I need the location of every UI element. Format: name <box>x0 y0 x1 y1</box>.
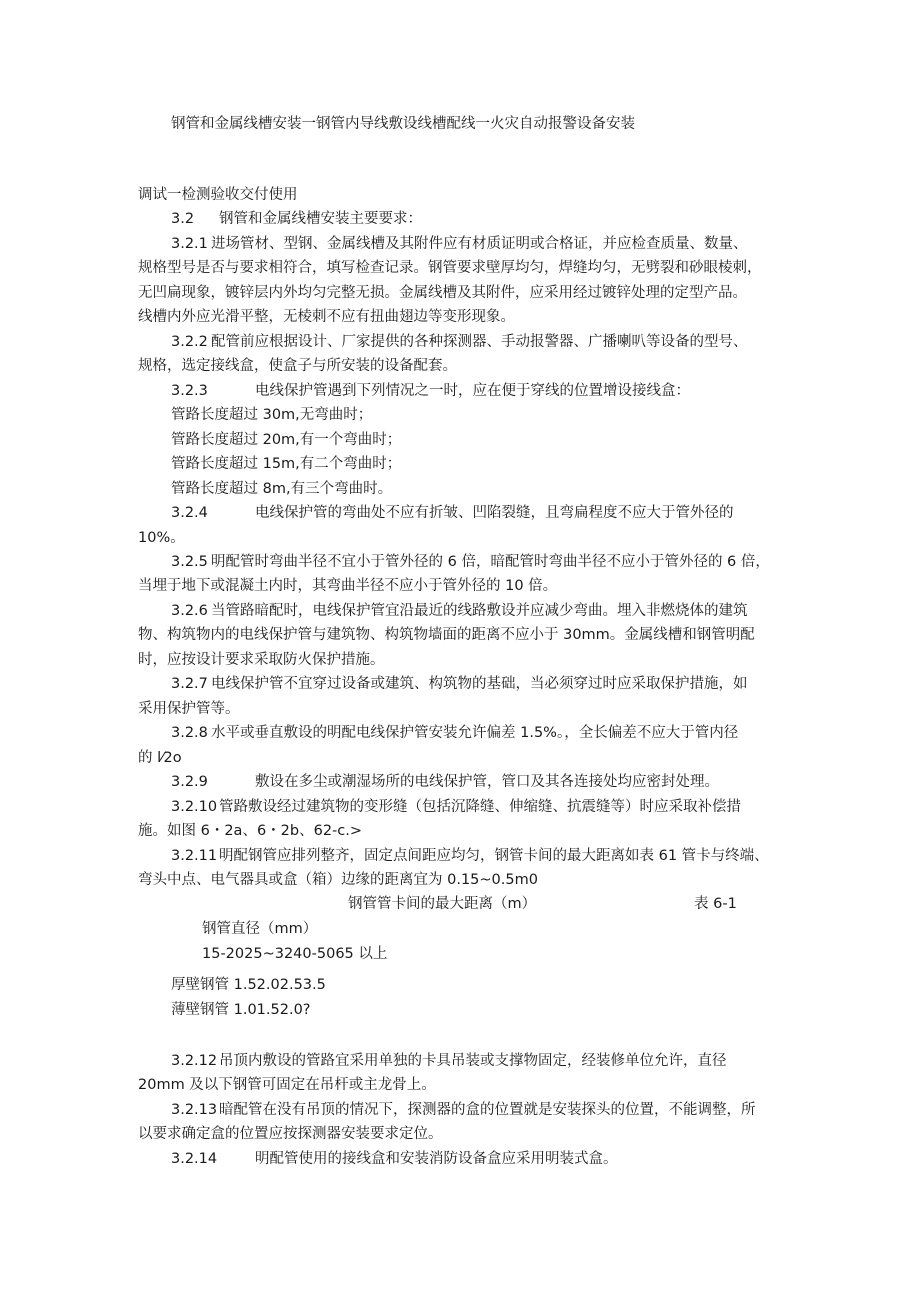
para-3-2-4-line <box>171 504 821 522</box>
para-text: 配管前应根据设计、厂家提供的各种探测器、手动报警器、广播喇叭等设备的型号、 <box>211 334 748 350</box>
para-3-2-7-line: 采用保护管等。 <box>138 701 240 717</box>
para-number: 3.2.6 <box>171 603 208 619</box>
para-3-2-8-line: 的 l⁄2o <box>138 750 182 766</box>
para-number: 3.2.9 <box>171 774 208 790</box>
para-number: 3.2.2 <box>171 334 208 350</box>
para-number: 3.2.4 <box>171 505 208 521</box>
para-number: 3.2.5 <box>171 554 208 570</box>
para-3-2-9-line <box>171 773 821 791</box>
doc-title-continued: 调试一检测验收交付使用 <box>138 187 298 203</box>
para-number: 3.2.13 <box>171 1102 218 1118</box>
para-3-2-10-line <box>171 798 821 816</box>
para-number: 3.2.10 <box>171 799 218 815</box>
para-number: 3.2.1 <box>171 236 208 252</box>
para-3-2-1-line: 线槽内外应光滑平整，无棱刺不应有扭曲翅边等变形现象。 <box>138 309 515 325</box>
table-header: 钢管直径（mm） <box>202 921 318 937</box>
section-number: 3.2 <box>171 211 195 227</box>
table-row: 薄壁钢管 1.01.52.0? <box>171 1002 311 1018</box>
para-3-2-4-line: 10%。 <box>138 530 185 546</box>
doc-title: 钢管和金属线槽安装一钢管内导线敷设线槽配线一火灾自动报警设备安装 <box>171 116 635 132</box>
para-number: 3.2.14 <box>171 1151 218 1167</box>
para-text: 当管路暗配时，电线保护管宜沿最近的线路敷设并应减少弯曲。埋入非燃烧体的建筑 <box>211 603 748 619</box>
list-item: 管路长度超过 8m,有三个弯曲时。 <box>171 481 393 497</box>
para-3-2-2-line <box>171 333 821 351</box>
para-3-2-1-line <box>171 235 821 253</box>
para-3-2-5-line: 当埋于地下或混凝土内时，其弯曲半径不应小于管外径的 10 倍。 <box>138 578 558 594</box>
para-3-2-6-line: 物、构筑物内的电线保护管与建筑物、构筑物墙面的距离不应小于 30mm。金属线槽和钢管明配 <box>138 627 755 643</box>
list-item: 管路长度超过 20m,有一个弯曲时； <box>171 432 402 448</box>
para-text: 暗配管在没有吊顶的情况下，探测器的盒的位置就是安装探头的位置，不能调整，所 <box>219 1102 756 1118</box>
table-ranges: 15-2025~3240-5065 以上 <box>202 946 388 962</box>
para-3-2-12-line <box>171 1052 821 1070</box>
para-3-2-1-line: 规格型号是否与要求相符合，填写检查记录。钢管要求壁厚均匀，焊缝均匀，无劈裂和砂眼棱刺， <box>138 260 762 276</box>
para-3-2-6-line: 时，应按设计要求采取防火保护措施。 <box>138 652 385 668</box>
para-3-2-11-line <box>171 847 821 865</box>
para-3-2-1-line: 无凹扁现象，镀锌层内外均匀完整无损。金属线槽及其附件，应采用经过镀锌处理的定型产品。 <box>138 285 747 301</box>
list-item: 管路长度超过 30m,无弯曲时； <box>171 407 373 423</box>
para-number: 3.2.7 <box>171 676 208 692</box>
para-3-2-5-line <box>171 553 821 571</box>
para-3-2-3-line <box>171 382 821 400</box>
para-text: 敷设在多尘或潮湿场所的电线保护管，管口及其各连接处均应密封处理。 <box>255 774 719 790</box>
para-text: 水平或垂直敷设的明配电线保护管安装允许偏差 1.5%。，全长偏差不应大于管内径 <box>211 725 739 741</box>
para-number: 3.2.8 <box>171 725 208 741</box>
section-3-2 <box>171 210 821 228</box>
section-heading: 钢管和金属线槽安装主要要求： <box>219 211 422 227</box>
para-number: 3.2.12 <box>171 1053 218 1069</box>
para-3-2-8-line <box>171 724 821 742</box>
para-text: 明配管使用的接线盒和安装消防设备盒应采用明装式盒。 <box>255 1151 618 1167</box>
para-3-2-11-line: 弯头中点、电气器具或盒（箱）边缘的距离宜为 0.15~0.5m0 <box>138 872 538 888</box>
table-label: 表 6-1 <box>694 896 737 912</box>
para-text: 吊顶内敷设的管路宜采用单独的卡具吊装或支撑物固定，经装修单位允许，直径 <box>219 1053 727 1069</box>
para-text: 进场管材、型钢、金属线槽及其附件应有材质证明或合格证，并应检查质量、数量、 <box>211 236 748 252</box>
para-text: 电线保护管不宜穿过设备或建筑、构筑物的基础，当必须穿过时应采取保护措施，如 <box>211 676 748 692</box>
para-text: 电线保护管的弯曲处不应有折皱、凹陷裂缝，且弯扁程度不应大于管外径的 <box>255 505 734 521</box>
table-caption: 钢管管卡间的最大距离（m） <box>348 896 537 912</box>
para-3-2-7-line <box>171 675 821 693</box>
para-text: 明配钢管应排列整齐，固定点间距应均匀，钢管卡间的最大距离如表 61 管卡与终端、 <box>219 848 769 864</box>
para-3-2-6-line <box>171 602 821 620</box>
para-3-2-13-line <box>171 1101 821 1119</box>
list-item: 管路长度超过 15m,有二个弯曲时； <box>171 456 402 472</box>
para-3-2-13-line: 以要求确定盒的位置应按探测器安装要求定位。 <box>138 1126 443 1142</box>
table-row: 厚壁钢管 1.52.02.53.5 <box>171 977 326 993</box>
para-text: 明配管时弯曲半径不宜小于管外径的 6 倍，暗配管时弯曲半径不应小于管外径的 6 倍， <box>211 554 770 570</box>
para-3-2-2-line: 规格，选定接线盒，使盒子与所安装的设备配套。 <box>138 358 457 374</box>
para-number: 3.2.3 <box>171 383 208 399</box>
para-3-2-10-line: 施。如图 6・2a、6・2b、62-c.> <box>138 823 363 839</box>
para-text: 管路敷设经过建筑物的变形缝（包括沉降缝、伸缩缝、抗震缝等）时应采取补偿措 <box>219 799 741 815</box>
para-3-2-12-line: 20mm 及以下钢管可固定在吊杆或主龙骨上。 <box>138 1077 436 1093</box>
para-number: 3.2.11 <box>171 848 218 864</box>
para-3-2-14-line <box>171 1150 821 1168</box>
para-text: 电线保护管遇到下列情况之一时，应在便于穿线的位置增设接线盒： <box>255 383 690 399</box>
